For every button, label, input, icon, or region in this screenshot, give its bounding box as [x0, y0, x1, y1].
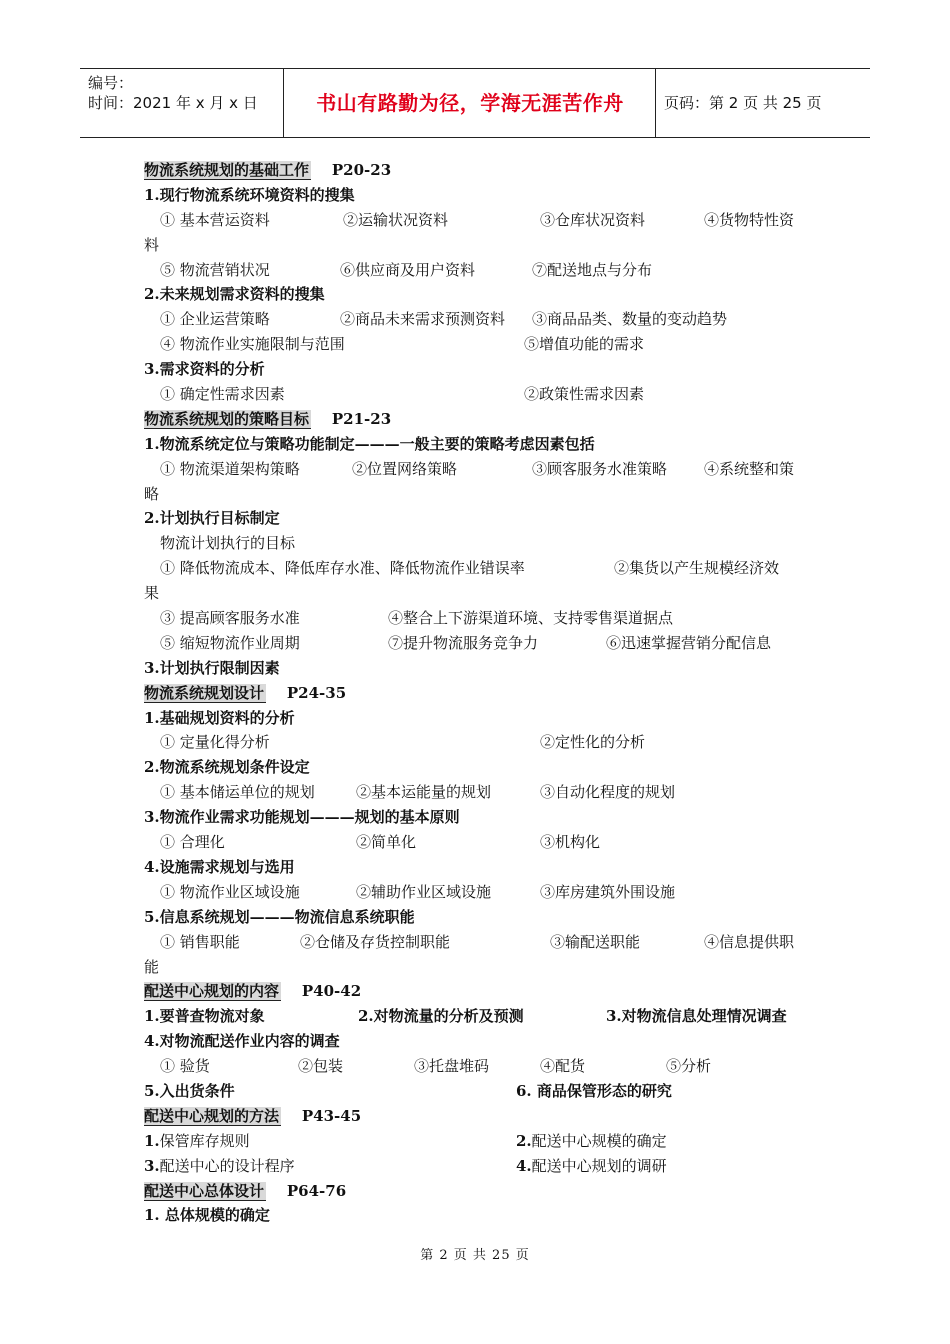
section-heading: [144, 1179, 824, 1204]
header-time-label: 时间：2021 年 x 月 x 日: [88, 94, 258, 112]
list-item: 2.配送中心规模的确定: [516, 1131, 667, 1150]
subheading: 1.物流系统定位与策略功能制定———一般主要的策略考虑因素包括: [144, 434, 595, 453]
list-item: ① 基本储运单位的规划: [160, 783, 315, 802]
section-title: 配送中心规划的方法: [144, 1106, 280, 1125]
list-item: ③顾客服务水准策略: [532, 459, 668, 478]
subheading: 2.物流系统规划条件设定: [144, 758, 310, 777]
list-item: ④配货: [540, 1057, 586, 1076]
subheading: 2.未来规划需求资料的搜集: [144, 285, 325, 304]
plain-text: 物流计划执行的目标: [160, 534, 296, 553]
list-item: 3.对物流信息处理情况调查: [606, 1007, 787, 1026]
item-row: [144, 606, 824, 631]
subheading: 4.设施需求规划与选用: [144, 857, 295, 876]
section-pages: P21-23: [331, 409, 392, 428]
section-title: 配送中心规划的内容: [144, 982, 280, 1001]
section-heading: [144, 158, 824, 183]
list-item: ②基本运能量的规划: [356, 783, 492, 802]
list-item: ① 销售职能: [160, 932, 240, 951]
header-page-label: 页码：第 2 页 共 25 页: [664, 94, 822, 112]
list-item: ① 降低物流成本、降低库存水准、降低物流作业错误率: [160, 559, 525, 578]
page-footer: 第 2 页 共 25 页: [420, 1248, 530, 1263]
list-item: ③库房建筑外围设施: [540, 882, 676, 901]
page-header: [80, 68, 870, 138]
section-heading: [144, 407, 824, 432]
list-item: ① 合理化: [160, 833, 225, 852]
wrapped-text: 料: [144, 235, 160, 254]
item-row: [144, 1004, 824, 1029]
list-item: ⑤增值功能的需求: [524, 335, 645, 354]
list-item: ②政策性需求因素: [524, 385, 645, 404]
list-item: ① 验货: [160, 1057, 210, 1076]
wrapped-text: 能: [144, 957, 160, 976]
list-item: 1.保管库存规则: [144, 1131, 250, 1150]
list-item: ④ 物流作业实施限制与范围: [160, 335, 345, 354]
item-row: [144, 1154, 824, 1179]
list-item: ① 物流渠道架构策略: [160, 459, 300, 478]
list-item: 4.配送中心规划的调研: [516, 1156, 667, 1175]
subheading: 1. 总体规模的确定: [144, 1206, 270, 1225]
list-item: ③托盘堆码: [414, 1057, 490, 1076]
item-row: [144, 1129, 824, 1154]
item-row: [144, 258, 824, 283]
subheading: 2.计划执行目标制定: [144, 509, 280, 528]
list-item: ②定性化的分析: [540, 733, 646, 752]
section-pages: P43-45: [301, 1106, 362, 1125]
list-item: ③输配送职能: [550, 932, 641, 951]
section-heading: [144, 979, 824, 1004]
list-item: ⑤分析: [666, 1057, 712, 1076]
list-item: ②集货以产生规模经济效: [614, 559, 780, 578]
list-item: ②商品未来需求预测资料: [340, 310, 506, 329]
list-item: ① 定量化得分析: [160, 733, 270, 752]
wrapped-text: 略: [144, 484, 160, 503]
list-item: ① 基本营运资料: [160, 210, 270, 229]
subheading: 3.计划执行限制因素: [144, 658, 280, 677]
list-item: ① 企业运营策略: [160, 310, 270, 329]
list-item: ②简单化: [356, 833, 417, 852]
list-item: ⑥供应商及用户资料: [340, 260, 476, 279]
item-row: [144, 457, 824, 482]
item-row: [144, 830, 824, 855]
list-item: ④整合上下游渠道环境、支持零售渠道据点: [388, 609, 674, 628]
list-item: 2.对物流量的分析及预测: [358, 1007, 524, 1026]
list-item: 6. 商品保管形态的研究: [516, 1081, 672, 1100]
list-item: ②辅助作业区域设施: [356, 882, 492, 901]
list-item: ③商品品类、数量的变动趋势: [532, 310, 728, 329]
list-item: ②位置网络策略: [352, 459, 458, 478]
section-title: 配送中心总体设计: [144, 1181, 265, 1200]
list-item: ⑦提升物流服务竞争力: [388, 633, 539, 652]
item-row: [144, 208, 824, 233]
subheading: 5.信息系统规划———物流信息系统职能: [144, 907, 415, 926]
section-pages: P20-23: [331, 161, 392, 179]
item-row: [144, 307, 824, 332]
subheading: 3.需求资料的分析: [144, 360, 265, 379]
list-item: ① 物流作业区域设施: [160, 882, 300, 901]
header-divider-left: [283, 69, 284, 137]
item-row: [144, 730, 824, 755]
list-item: 5.入出货条件: [144, 1081, 235, 1100]
item-row: [144, 556, 824, 581]
subheading: 3.物流作业需求功能规划———规划的基本原则: [144, 808, 460, 827]
header-meta: [88, 73, 258, 113]
list-item: ④信息提供职: [704, 932, 795, 951]
list-item: ②仓储及存货控制职能: [300, 932, 451, 951]
wrapped-text: 果: [144, 584, 160, 603]
list-item: ⑦配送地点与分布: [532, 260, 653, 279]
list-item: ④货物特性资: [704, 210, 795, 229]
section-pages: P40-42: [301, 982, 362, 1001]
item-row: [144, 382, 824, 407]
section-pages: P64-76: [286, 1181, 347, 1200]
item-row: [144, 1079, 824, 1104]
list-item: ⑥迅速掌握营销分配信息: [606, 633, 772, 652]
document-body: [144, 158, 824, 1228]
list-item: ③仓库状况资料: [540, 210, 646, 229]
list-item: 1.要普查物流对象: [144, 1007, 265, 1026]
section-title: 物流系统规划的策略目标: [144, 409, 310, 428]
item-row: [144, 332, 824, 357]
subheading: 1.基础规划资料的分析: [144, 708, 295, 727]
list-item: ④系统整和策: [704, 459, 795, 478]
list-item: ⑤ 缩短物流作业周期: [160, 633, 300, 652]
item-row: [144, 631, 824, 656]
subheading: 1.现行物流系统环境资料的搜集: [144, 185, 355, 204]
list-item: 3.配送中心的设计程序: [144, 1156, 295, 1175]
item-row: [144, 1054, 824, 1079]
header-divider-right: [655, 69, 656, 137]
item-row: [144, 930, 824, 955]
item-row: [144, 880, 824, 905]
section-pages: P24-35: [286, 683, 347, 702]
header-number-label: 编号：: [88, 74, 134, 92]
header-motto: 书山有路勤为径，学海无涯苦作舟: [316, 91, 624, 115]
item-row: [144, 780, 824, 805]
section-heading: [144, 1104, 824, 1129]
list-item: ③自动化程度的规划: [540, 783, 676, 802]
section-heading: [144, 681, 824, 706]
list-item: ⑤ 物流营销状况: [160, 260, 270, 279]
list-item: ②运输状况资料: [343, 210, 449, 229]
list-item: ②包装: [298, 1057, 344, 1076]
item-row: [144, 531, 824, 556]
section-title: 物流系统规划的基础工作: [144, 161, 310, 179]
subheading: 4.对物流配送作业内容的调查: [144, 1032, 340, 1051]
list-item: ① 确定性需求因素: [160, 385, 285, 404]
list-item: ③ 提高顾客服务水准: [160, 609, 300, 628]
list-item: ③机构化: [540, 833, 601, 852]
section-title: 物流系统规划设计: [144, 683, 265, 702]
